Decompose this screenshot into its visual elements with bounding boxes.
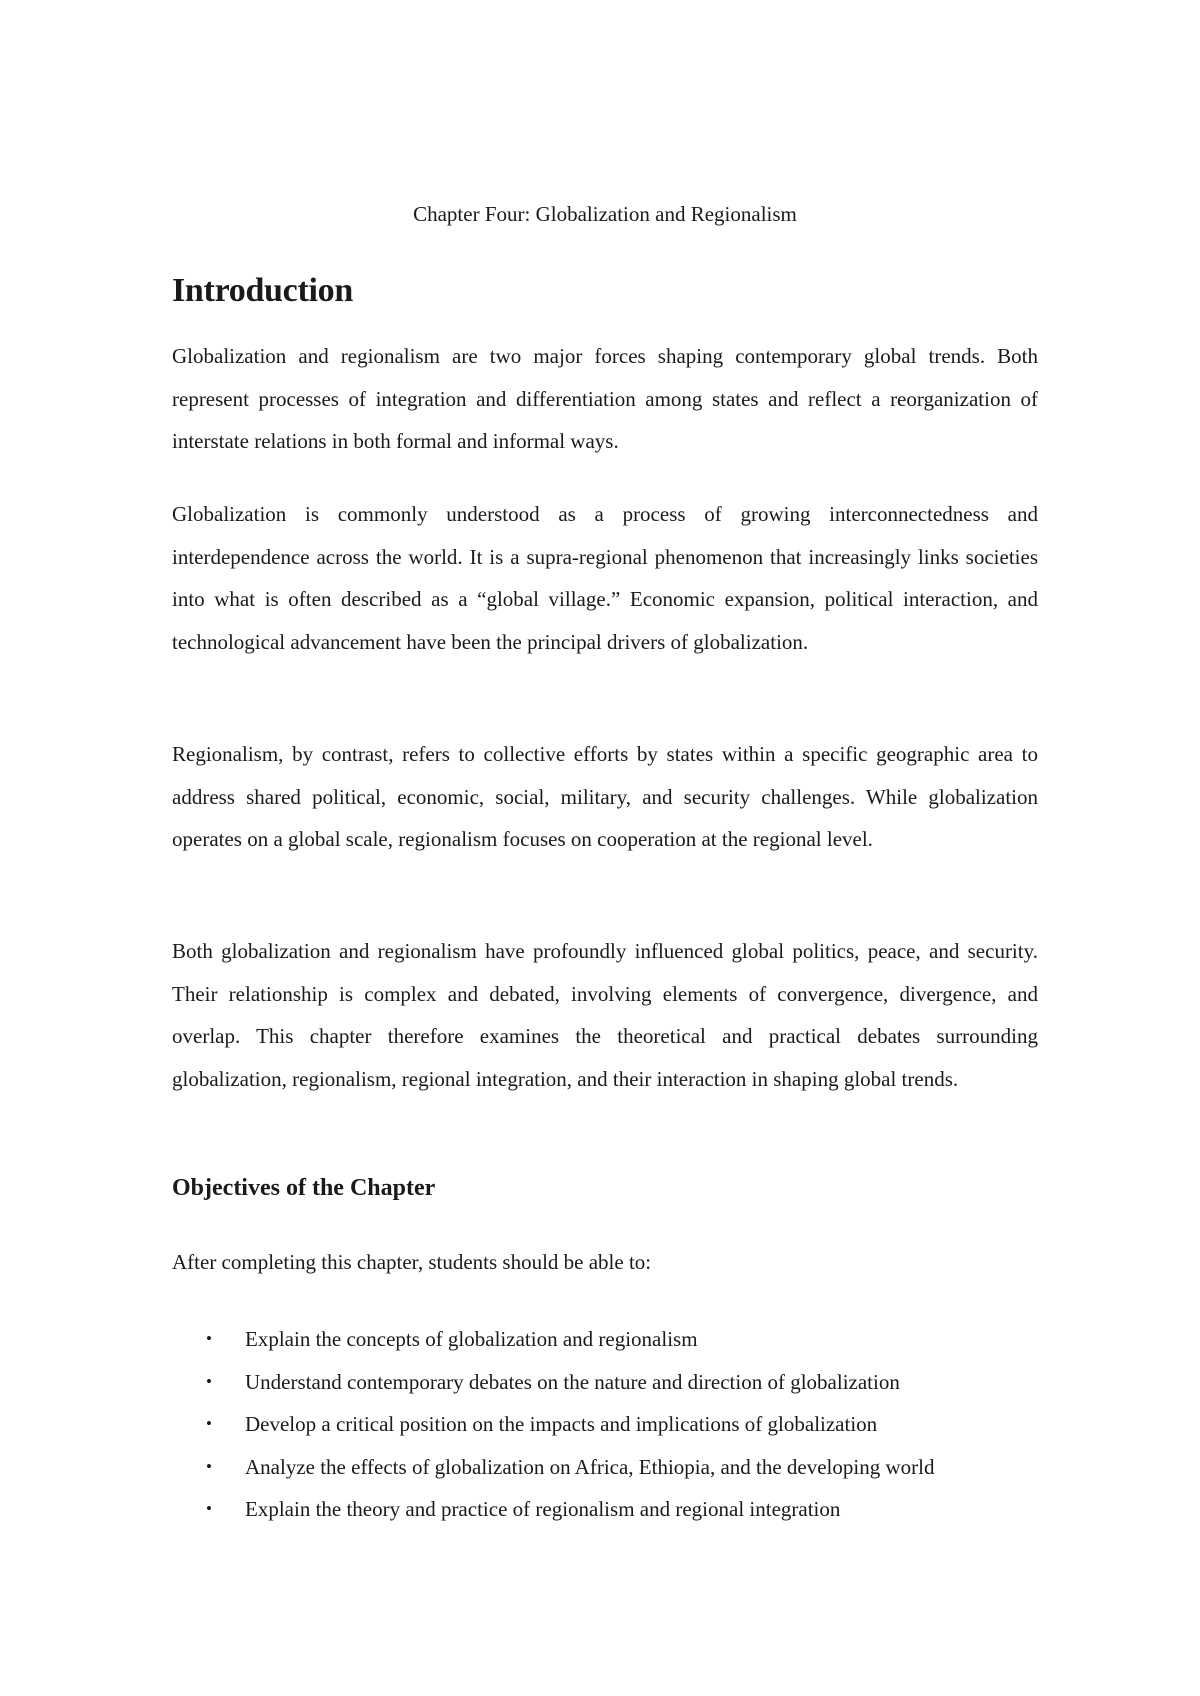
- objective-item: [172, 1446, 1038, 1489]
- bullet-icon: •: [206, 1371, 212, 1391]
- bullet-icon: •: [206, 1499, 212, 1518]
- objectives-heading: Objectives of the Chapter: [172, 1175, 436, 1201]
- objective-item: [172, 1318, 1038, 1361]
- introduction-paragraph-4: Both globalization and regionalism have profoundly influenced global politics, peace, and security. Their relationship is complex and debated, involving elements of convergence, divergence, and overlap. This chapter therefore examines the theoretical and practical debates surrounding globalization, regionalism, regional integration, and their interaction in shaping global trends.: [172, 939, 1038, 1091]
- introduction-paragraph-2: Globalization is commonly understood as a process of growing interconnectedness and interdependence across the world. It is a supra-regional phenomenon that increasingly links societies into what is often described as a “global village.” Economic expansion, political interaction, and technological advancement have been the principal drivers of globalization.: [172, 502, 1038, 654]
- objective-text: Analyze the effects of globalization on Africa, Ethiopia, and the developing world: [245, 1454, 935, 1479]
- objective-text: Develop a critical position on the impacts and implications of globalization: [245, 1412, 878, 1436]
- bullet-icon: •: [206, 1456, 212, 1476]
- objective-item: [172, 1488, 1038, 1531]
- objective-item: [172, 1361, 1038, 1404]
- introduction-paragraph-1: Globalization and regionalism are two major forces shaping contemporary global trends. Both represent processes of integration and differentiation among states and reflect a reorganization of interstate relations in both formal and informal ways.: [172, 344, 1038, 453]
- bullet-icon: •: [206, 1329, 212, 1348]
- objective-text: Understand contemporary debates on the nature and direction of globalization: [245, 1369, 900, 1394]
- objective-text: Explain the concepts of globalization and regionalism: [245, 1327, 698, 1351]
- bullet-icon: •: [206, 1414, 212, 1433]
- objective-item: [172, 1403, 1038, 1446]
- chapter-title: Chapter Four: Globalization and Regionalism: [413, 202, 797, 226]
- introduction-paragraph-3: Regionalism, by contrast, refers to collective efforts by states within a specific geographic area to address shared political, economic, social, military, and security challenges. While globalization operates on a global scale, regionalism focuses on cooperation at the regional level.: [172, 742, 1038, 851]
- objective-text: Explain the theory and practice of regionalism and regional integration: [245, 1497, 841, 1521]
- objectives-list: [172, 1318, 1038, 1531]
- objectives-lead: After completing this chapter, students should be able to:: [172, 1250, 652, 1274]
- introduction-heading: Introduction: [172, 272, 353, 309]
